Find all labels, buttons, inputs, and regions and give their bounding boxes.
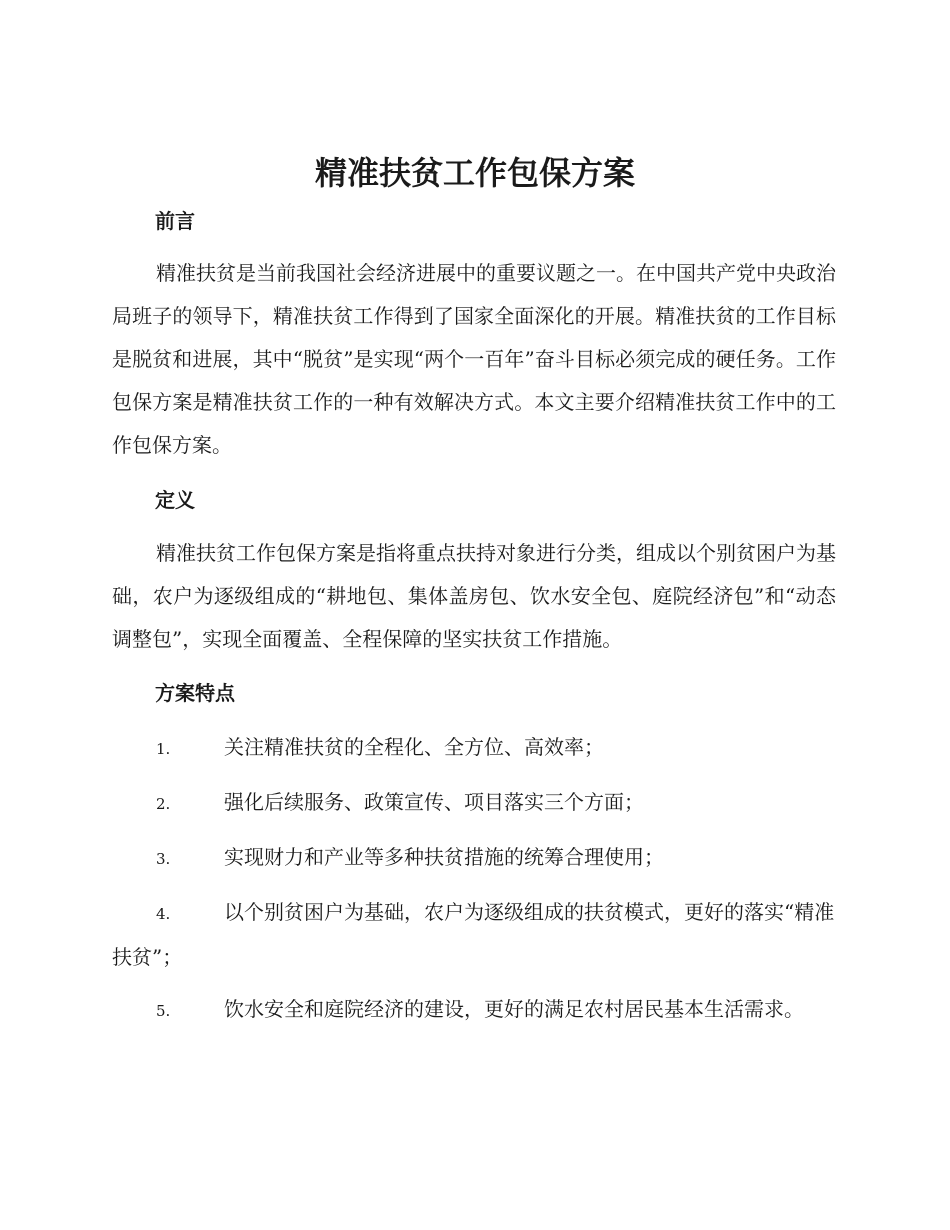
section-heading-preface: 前言: [155, 209, 195, 233]
feature-list-item: [112, 988, 836, 1033]
list-item-number: 1.: [156, 740, 171, 758]
section-heading-definition: 定义: [155, 488, 195, 512]
document-title: 精准扶贫工作包保方案: [314, 154, 635, 192]
feature-list-item: [112, 836, 836, 881]
feature-list-item: [112, 726, 836, 771]
list-item-text: 强化后续服务、政策宣传、项目落实三个方面；: [224, 790, 644, 814]
list-item-text: 关注精准扶贫的全程化、全方位、高效率；: [224, 735, 604, 759]
list-item-number: 2.: [156, 795, 171, 813]
list-item-number: 5.: [156, 1002, 171, 1020]
feature-list-item: [112, 891, 836, 979]
list-item-text: 实现财力和产业等多种扶贫措施的统筹合理使用；: [224, 845, 664, 869]
section-heading-features: 方案特点: [155, 681, 235, 705]
list-item-text: 以个别贫困户为基础，农户为逐级组成的扶贫模式，更好的落实“精准扶贫”；: [112, 900, 835, 969]
definition-paragraph: 精准扶贫工作包保方案是指将重点扶持对象进行分类，组成以个别贫困户为基础，农户为逐级组成的“耕地包、集体盖房包、饮水安全包、庭院经济包”和“动态调整包”，实现全面覆盖、全程保障的坚实扶贫工作措施。: [112, 541, 836, 651]
list-item-number: 3.: [156, 850, 171, 868]
list-item-number: 4.: [156, 905, 171, 923]
list-item-text: 饮水安全和庭院经济的建设，更好的满足农村居民基本生活需求。: [224, 997, 804, 1021]
preface-paragraph: 精准扶贫是当前我国社会经济进展中的重要议题之一。在中国共产党中央政治局班子的领导下，精准扶贫工作得到了国家全面深化的开展。精准扶贫的工作目标是脱贫和进展，其中“脱贫”是实现“两个一百年”奋斗目标必须完成的硬任务。工作包保方案是精准扶贫工作的一种有效解决方式。本文主要介绍精准扶贫工作中的工作包保方案。: [112, 261, 836, 457]
feature-list-item: [112, 781, 836, 826]
